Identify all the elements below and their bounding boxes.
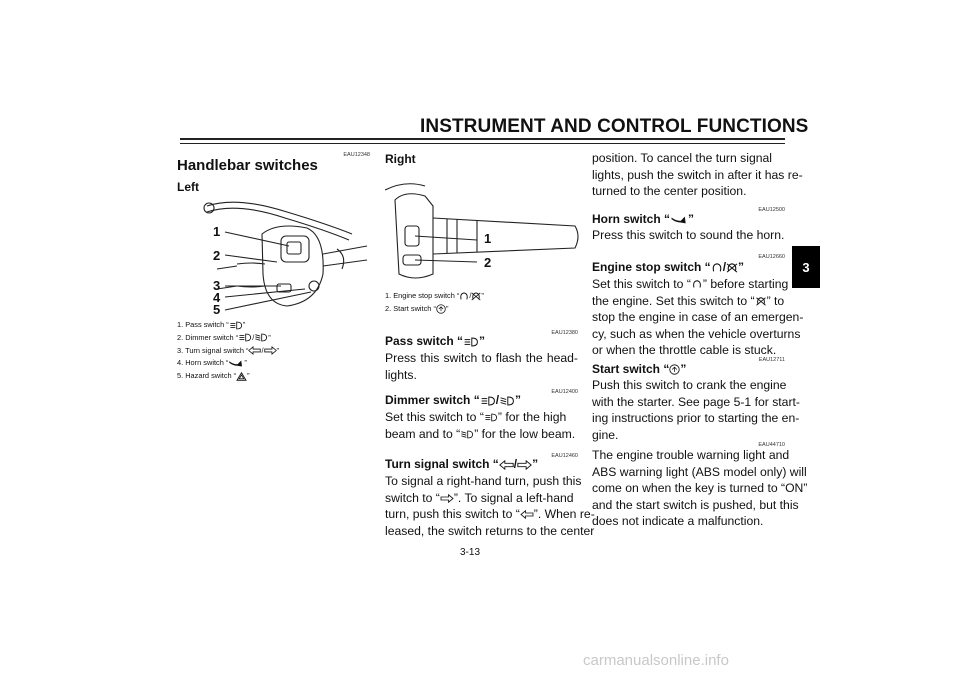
beam-high-icon <box>463 337 479 347</box>
turn-right-icon <box>440 494 454 503</box>
caption-hazard-switch: 5. Hazard switch “ ” <box>177 371 250 381</box>
turn-left-icon <box>499 460 514 470</box>
hazard-icon <box>236 372 247 381</box>
horn-switch-title: Horn switch “ ” <box>592 212 695 226</box>
left-figure-label: Left <box>177 180 199 194</box>
engine-run-icon <box>459 292 469 301</box>
start-switch-title: Start switch “ ” <box>592 362 687 376</box>
abs-note-code: EAU44710 <box>758 442 785 448</box>
horn-switch-body: Press this switch to sound the horn. <box>592 228 785 242</box>
turn-left-icon <box>248 346 261 355</box>
engine-stop-body: Set this switch to “ ” before starting the engine. Set this switch to “ ” to stop the engine in case of an emergen- cy, such as when the vehicle overturns or when the throttle cable is stuck. <box>592 277 804 358</box>
section-title: Handlebar switches <box>177 157 318 174</box>
engine-stop-code: EAU12660 <box>758 254 785 260</box>
right-figure-label: Right <box>385 152 416 166</box>
beam-low-icon <box>460 430 474 439</box>
page-header-title: INSTRUMENT AND CONTROL FUNCTIONS <box>420 116 809 137</box>
chapter-tab: 3 <box>792 246 820 288</box>
turn-right-icon <box>517 460 532 470</box>
beam-low-icon <box>499 396 515 406</box>
watermark-text: carmanualsonline.info <box>583 652 729 669</box>
engine-run-icon <box>711 263 723 273</box>
turn-signal-code: EAU12460 <box>551 453 578 459</box>
callout-5: 5 <box>213 302 221 317</box>
caption-turn-signal-switch: 3. Turn signal switch “ / ” <box>177 345 280 355</box>
beam-low-icon <box>254 333 268 342</box>
horn-icon <box>670 215 688 225</box>
callout-right-2: 2 <box>484 255 492 270</box>
engine-stop-icon <box>755 297 767 306</box>
dimmer-switch-title: Dimmer switch “ / ” <box>385 393 522 407</box>
start-icon <box>669 364 680 375</box>
start-switch-body: Push this switch to crank the engine with the starter. See page 5-1 for start- ing instructions prior to starting the en- gine. <box>592 378 800 442</box>
engine-stop-icon <box>726 263 738 273</box>
turn-signal-body-continued: position. To cancel the turn signal lights, push the switch in after it has re- turned to the center position. <box>592 151 803 199</box>
left-caption-list <box>177 319 279 383</box>
callout-4: 4 <box>213 290 221 305</box>
horn-switch-code: EAU12500 <box>758 207 785 213</box>
engine-stop-icon <box>471 292 481 301</box>
callout-1: 1 <box>213 224 221 239</box>
horn-icon <box>228 359 244 368</box>
beam-high-icon <box>480 396 496 406</box>
section-code: EAU12348 <box>343 152 370 158</box>
pass-switch-body: Press this switch to flash the head- lights. <box>385 351 578 382</box>
caption-start-switch: 2. Start switch “ ” <box>385 303 449 313</box>
pass-switch-code: EAU12380 <box>551 330 578 336</box>
callout-3: 3 <box>213 278 221 293</box>
beam-high-icon <box>238 333 252 342</box>
right-handlebar-illustration <box>385 170 580 285</box>
pass-switch-title: Pass switch “ ” <box>385 334 486 348</box>
page-number: 3-13 <box>460 547 481 558</box>
caption-dimmer-switch: 2. Dimmer switch “ / ” <box>177 332 271 342</box>
callout-right-1: 1 <box>484 231 492 246</box>
caption-pass-switch: 1. Pass switch “ ” <box>177 320 246 329</box>
turn-signal-body: To signal a right-hand turn, push this switch to “ ”. To signal a left-hand turn, push this switch to “ ”. When re- leased, the switch returns to the center <box>385 474 595 538</box>
turn-left-icon <box>520 510 534 519</box>
caption-horn-switch: 4. Horn switch “ ” <box>177 358 247 368</box>
dimmer-switch-body: Set this switch to “ ” for the high beam and to “ ” for the low beam. <box>385 410 576 441</box>
beam-high-icon <box>229 321 243 330</box>
abs-note-body: The engine trouble warning light and ABS warning light (ABS model only) will come on when the key is turned to “ON” and the start switch is pushed, but this does not indicate a malfunction. <box>592 448 808 529</box>
turn-right-icon <box>264 346 277 355</box>
header-rule <box>180 138 785 140</box>
caption-engine-stop-switch: 1. Engine stop switch “ / ” <box>385 291 484 300</box>
engine-stop-title: Engine stop switch “ / ” <box>592 260 745 274</box>
beam-high-icon <box>484 413 498 422</box>
start-switch-code: EAU12711 <box>758 357 785 363</box>
turn-signal-title: Turn signal switch “ / ” <box>385 457 539 471</box>
left-handlebar-illustration <box>177 194 372 319</box>
engine-run-icon <box>691 280 703 289</box>
right-caption-list <box>385 290 484 316</box>
header-rule-thin <box>180 143 785 144</box>
start-icon <box>436 304 446 314</box>
dimmer-switch-code: EAU12400 <box>551 389 578 395</box>
callout-2: 2 <box>213 248 221 263</box>
